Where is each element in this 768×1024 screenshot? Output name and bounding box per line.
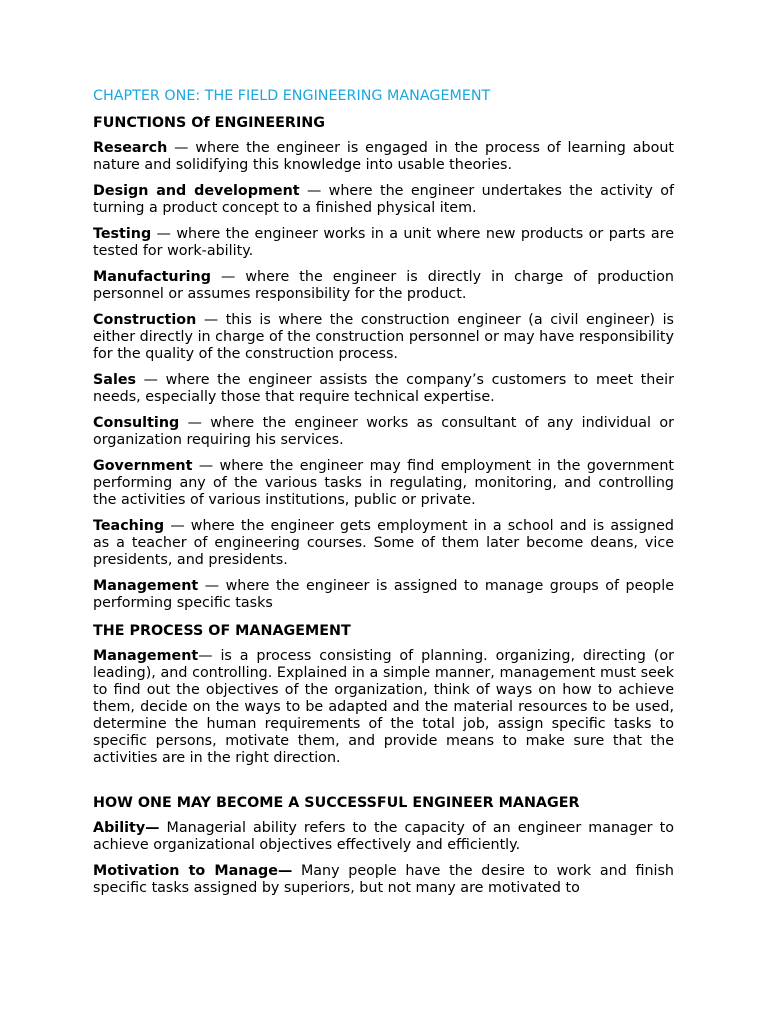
function-description: — where the engineer works as consultant of any individual or organization requiring his services. (93, 415, 674, 448)
function-research (93, 140, 674, 174)
function-description: — where the engineer gets employment in a school and is assigned as a teacher of engineering courses. Some of them later become deans, vice presidents, and presidents. (93, 518, 674, 568)
function-testing (93, 226, 674, 260)
function-term: Sales (93, 372, 137, 388)
function-description: — where the engineer assists the company’s customers to meet their needs, especially those that require technical expertise. (93, 372, 674, 405)
function-description: — where the engineer is directly in charge of production personnel or assumes responsibility for the product. (93, 269, 674, 302)
function-term: Design and development (93, 183, 300, 199)
success-description: Managerial ability refers to the capacity of an engineer manager to achieve organizational objectives effectively and efficiently. (93, 820, 674, 853)
function-management (93, 578, 674, 612)
function-term: Government (93, 458, 193, 474)
success-description: Many people have the desire to work and finish specific tasks assigned by superiors, but not many are motivated to (93, 863, 674, 896)
function-manufacturing (93, 269, 674, 303)
process-term: Management (93, 648, 199, 664)
functions-heading: FUNCTIONS Of ENGINEERING (93, 115, 325, 131)
function-term: Research (93, 140, 168, 156)
function-description: — where the engineer may find employment in the government performing any of the various tasks in regulating, monitoring, and controlling the activities of various institutions, public or private. (93, 458, 674, 508)
function-teaching (93, 518, 674, 569)
function-term: Teaching (93, 518, 165, 534)
function-description: — where the engineer undertakes the activity of turning a product concept to a finished physical item. (93, 183, 675, 216)
function-design-development (93, 183, 674, 217)
success-heading: HOW ONE MAY BECOME A SUCCESSFUL ENGINEER MANAGER (93, 795, 580, 811)
chapter-title: CHAPTER ONE: THE FIELD ENGINEERING MANAGEMENT (93, 88, 491, 104)
process-description: — is a process consisting of planning. organizing, directing (or leading), and controlling. Explained in a simple manner, management must seek to find out the objectives of the organization, think of ways on how to achieve them, decide on the ways to be adapted and the material resources to be used, determine the human requirements of the total job, assign specific tasks to specific persons, motivate them, and provide means to make sure that the activities are in the right direction. (93, 648, 674, 766)
function-government (93, 458, 674, 509)
function-consulting (93, 415, 674, 449)
process-heading: THE PROCESS OF MANAGEMENT (93, 623, 351, 639)
function-description: — where the engineer is engaged in the process of learning about nature and solidifying this knowledge into usable theories. (93, 140, 674, 173)
function-term: Testing (93, 226, 152, 242)
paragraph-spacer (93, 776, 674, 793)
function-term: Consulting (93, 415, 180, 431)
process-management (93, 648, 674, 767)
function-description: — this is where the construction engineer (a civil engineer) is either directly in charge of the construction personnel or may have responsibility for the quality of the construction process. (93, 312, 674, 362)
function-term: Management (93, 578, 199, 594)
function-construction (93, 312, 674, 363)
success-term: Motivation to Manage— (93, 863, 293, 879)
function-sales (93, 372, 674, 406)
success-ability (93, 820, 674, 854)
function-term: Construction (93, 312, 197, 328)
success-motivation (93, 863, 674, 897)
function-description: — where the engineer is assigned to manage groups of people performing specific tasks (93, 578, 674, 611)
function-description: — where the engineer works in a unit where new products or parts are tested for work-ability. (93, 226, 674, 259)
success-term: Ability— (93, 820, 160, 836)
function-term: Manufacturing (93, 269, 211, 285)
document-page (93, 86, 674, 906)
